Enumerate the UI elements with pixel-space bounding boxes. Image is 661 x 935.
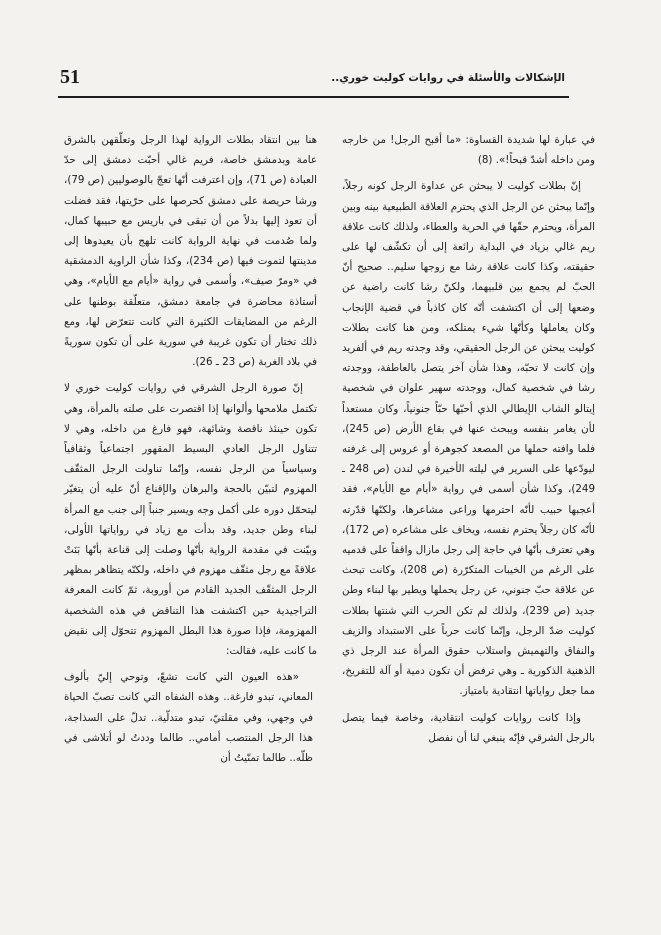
- text-column-left: [64, 130, 317, 768]
- page-header: [60, 68, 565, 92]
- paragraph: هنا بين انتقاد بطلات الرواية لهذا الرجل وتعلّقهن بالشرق عامة وبدمشق خاصة، فريم غالي أحبّت دمشق إلى حدّ العبادة (ص 71)، وإن اعترفت أنّها تعجّ بالوصوليين (ص 79)، ورشا حريصة على دمشق كحرصها على حرّيتها، فقد فضلت أن تعود إليها بدلاً من أن تبقى في باريس مع حبيبها كمال، ولما صُدمت في نهاية الرواية كانت تلهج بأن يعيدوها إلى مدينتها لتموت فيها (ص 234)، وكذا شأن الراوية الدمشقية في «ومرّ صيف»، وأسمى في رواية «أيام مع الأيام»، وهي أستاذة محاضرة في جامعة دمشق، متعلّقة بوطنها على الرغم من المضايقات الكثيرة التي كانت تتعرّض لها، ومع ذلك تختار أن تكون غريبة في سورية على أن تكون سوريةً في بلاد الغربة (ص 23 ـ 26).: [64, 134, 317, 369]
- header-rule: [58, 96, 569, 98]
- paragraph: وإذا كانت روايات كوليت انتقادية، وخاصة فيما يتصل بالرجل الشرقي فإنّه ينبغي لنا أن نفصل: [342, 711, 595, 744]
- paragraph: إنّ بطلات كوليت لا يبحثن عن عداوة الرجل كونه رجلاً، وإنّما يبحثن عن الرجل الذي يحترم العلاقة الطبيعية بينه وبين المرأة، ويحترم حقّها في الحرية والعطاء، ولذلك كانت علاقة ريم غالي بزياد في البداية رائعة إلى أن تكشّف لها على حقيقته، وكذا كانت علاقة رشا مع زوجها سليم.. صحيح أنّ الحبّ لم يجمع بين قلبيهما، ولكنّ رشا كانت راضية عن وضعها إلى أن اكتشفت أنّه كان كاذباً في قضية الإنجاب وكان يعاملها وكأنّها شيء يمتلكه، ومن هنا كانت بطلات كوليت يبحثن عن الرجل الحقيقي، وقد وجدته ريم في ألفريد وإن كانت لا تحبّه، وهذا شأن آخر يتصل بالعاطفة، ووجدته رشا في شخصية كمال، ووجدته سهير علوان في شخصية إيتالو الشاب الإيطالي الذي أحبّها حبّاً جنونياً، وكان مستعداً لأن يغامر بنفسه ويبحث عنها في بقاع الأرض (ص 245)، فلما وافته حملها من المصعد كجوهرة أو عروس إلى غرفته ليودّعها على السرير في ليلته الأخيرة في لندن (ص 248 ـ 249)، وكذا شأن أسمى في رواية «أيام مع الأيام»، فقد أعجبها حبيب لأنّه احترمها وراعى مشاعرها، ولكنّها قدّرته لأنّه كان رجلاً يحترم نفسه، ويخاف على مشاعره (ص 172)، وهي تعترف بأنّها في حاجة إلى رجل مازال واقفاً على قدميه على الرغم من الخيبات المتكرّرة (ص 208)، وكانت تبحث عن علاقة حبّ جنوني، عن رجل يحملها ويطير بها لبناء وطن جديد (ص 239)، ولذلك لم تكن الحرب التي شنتها بطلات كوليت ضدّ الرجل، وإنّما كانت حرباً على الاستبداد والزيف والنفاق والتهميش واستلاب حقوق المرأة عند الرجل ذي الذهنية الذكورية ـ وهي ترفض أن تكون دمية أو آلة للتفريخ، مما جعل رواياتها انتقادية بامتياز.: [342, 180, 595, 698]
- text-column-right: [342, 130, 595, 748]
- paragraph: إنّ صورة الرجل الشرقي في روايات كوليت خوري لا تكتمل ملامحها وألوانها إذا اقتصرت على صلته بالمرأة، وهي تكون حينئذ ناقصة وشائهة، فهو فارغ من داخله، وهي لا تتناول الرجل العادي البسيط المقهور اجتماعياً وثقافياً وسياسياً من الرجل نفسه، وإنّما تناولت الرجل المثقّف المهزوم لتبيّن بالحجة والبرهان والإقناع أنّ عليه أن يتغيّر ليتحمّل دوره على أكمل وجه ويسير جنباً إلى جنب مع المرأة لبناء وطن جديد، وقد بدأت مع زياد في رواياتها الأولى، وبيّنت في مقدمة الرواية بأنّها وصلت إلى قناعة بأنّها بَنَتْ علاقةً مع رجل مثقّف مهزوم في داخله، ولكنّه يتظاهر بمظهر الرجل المثقّف الجديد القادم من أوروبة، ثمّ كانت المعرفة التراجيدية حين اكتشفت هذا التناقض في هذه الشخصية المهزومة، فإذا صورة هذا البطل المهزوم تتحوّل إلى نقيض ما كانت عليه، فقالت:: [64, 382, 317, 658]
- block-quote: «هذه العيون التي كانت تشعّ، وتوحي إليّ بألوف المعاني، تبدو فارغة.. وهذه الشفاه التي كانت تصبّ الحياة في وجهي، وفي مقلتيّ، تبدو متدلّية.. تدلّ على السذاجة، هذا الرجل المنتصب أمامي.. طالما وددتُ لو أتلاشى في ظلّه.. طالما تمنّيتُ أن: [64, 671, 313, 765]
- page-number: 51: [60, 66, 80, 88]
- paragraph: في عبارة لها شديدة القساوة: «ما أقبح الرجل! من خارجه ومن داخله أشدّ قبحاً!». (8): [342, 134, 595, 167]
- running-head: الإشكالات والأسئلة في روايات كوليت خوري..: [331, 72, 565, 84]
